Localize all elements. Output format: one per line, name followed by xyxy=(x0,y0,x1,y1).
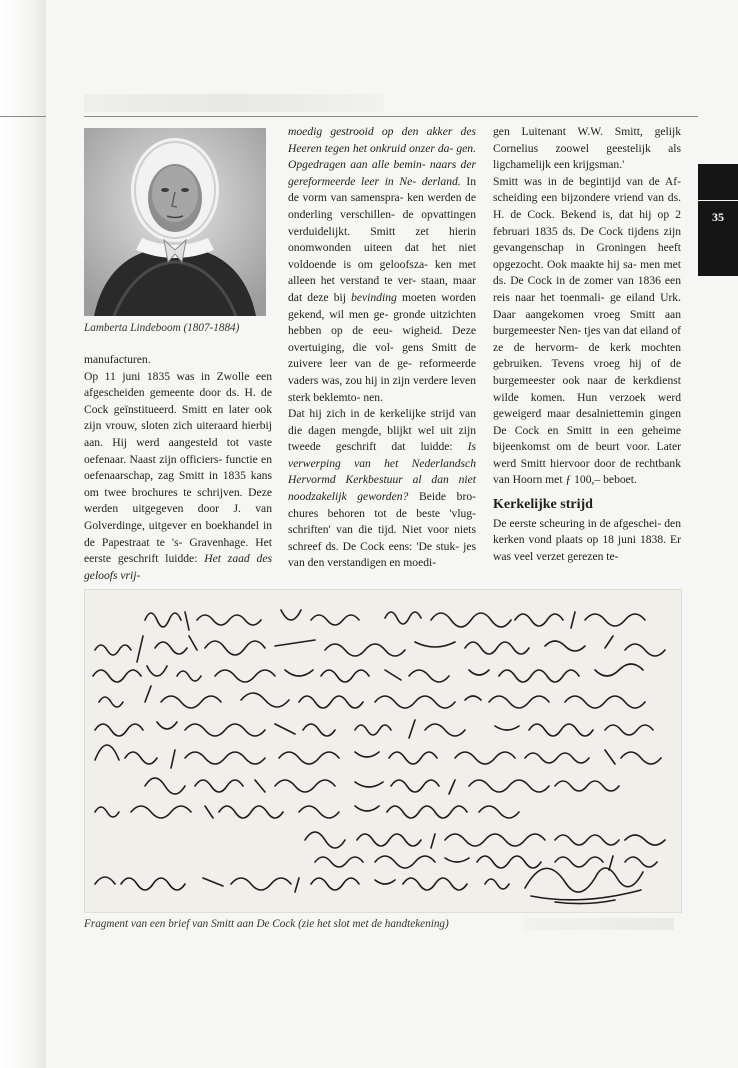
paragraph: De eerste scheuring in de afgeschei- den kerken vond plaats op 18 juni 1838. Er was veel verzet gerezen te- xyxy=(493,516,681,563)
handwriting-strokes xyxy=(85,590,681,912)
page-number: 35 xyxy=(712,210,724,224)
paragraph: gen Luitenant W.W. Smitt, gelijk Cornelius zoowel geestelijk als ligchamelijk een krijgsman.' xyxy=(493,125,681,172)
emphasis-italic: bevinding xyxy=(351,290,397,304)
book-title-italic: Is verwerping van het Nederlandsch Hervormd Kerkbestuur al dan niet noodzakelijk geworden? xyxy=(288,440,476,504)
text-column-1 xyxy=(84,352,272,584)
paragraph xyxy=(288,124,476,406)
book-title-italic: Het zaad des geloofs vrij- xyxy=(84,552,272,582)
letter-caption: Fragment van een brief van Smitt aan De Cock (zie het slot met de handtekening) xyxy=(84,918,449,930)
paragraph xyxy=(288,406,476,572)
handwritten-letter-image xyxy=(84,589,682,913)
paragraph-text: moeten worden gekend, wil men ge- gronde uitzichten hebben op de eeu- wigheid. Deze overtuiging, die vol- gens Smitt de zuivere leer van de ge- reformeerde vaders was, zou hij in zijn verdere leven sterk beklemto- nen. xyxy=(288,290,476,404)
faint-bleed-through xyxy=(524,918,674,930)
section-heading: Kerkelijke strijd xyxy=(493,497,593,513)
left-page-rule xyxy=(0,116,46,117)
text-column-3 xyxy=(493,124,681,565)
paragraph xyxy=(84,369,272,585)
page-gutter xyxy=(0,0,46,1068)
top-rule xyxy=(84,116,698,117)
book-title-italic: moedig gestrooid op den akker des Heeren tegen het onkruid onzer da- gen. Opgedragen aan alle bemin- naars der gereformeerde leer in Ne- derland. xyxy=(288,125,476,188)
paragraph-text: Op 11 juni 1835 was in Zwolle een afgescheiden gemeente door ds. H. de Cock geïnstitueerd. Smitt en later ook zijn vrouw, sloten zich uiteraard hierbij aan. Hij werd aangesteld tot vaste oefenaar. Naast zijn officiers- functie en oefenaarschap, zag Smitt in 1835 kans om twee brochures te schrijven. Deze werden uitgegeven door J. van Golverdinge, uitgever en boekhandel in de Papestraat te 's- Gravenhage. Het eerste geschrift luidde: xyxy=(84,369,272,566)
text-column-2 xyxy=(288,124,476,572)
portrait-photo xyxy=(84,128,266,316)
paragraph-text: Dat hij zich in de kerkelijke strijd van die dagen mengde, blijkt wel uit zijn tweede geschrift dat luidde: xyxy=(288,407,476,454)
paragraph: manufacturen. xyxy=(84,353,151,366)
portrait-figure xyxy=(84,128,266,316)
portrait-caption: Lamberta Lindeboom (1807-1884) xyxy=(84,322,240,334)
paragraph: Smitt was in de begintijd van de Af- scheiding een bijzondere vriend van ds. H. de Cock. Bekend is, dat hij op 2 februari 1835 ds. De Cock tijdens zijn gevangenschap in Groningen heeft opgezocht. Ook maakte hij sa- men met ds. De Cock in de zomer van 1836 een reis naar het toenmali- ge eiland Urk. Daar aangekomen vroeg Smitt aan burgemeester Nen- tjes van dat eiland of ze de hervorm- de kerk mochten gebruiken. Tevens vroeg hij of de burgemeester ook naar de kerkdienst wilde komen. Hun verzoek werd geweigerd maar desalniettemin gingen De Cock en Smitt in een geheime bijeenkomst om de beurt voor. Later werd Smitt hiervoor door de rechtbank van Hoorn met ƒ 100,– beboet. xyxy=(493,174,681,487)
paragraph-text: Beide bro- chures behoren tot de beste 'vlug- schriften' van die tijd. Niet voor niets schreef ds. De Cock eens: 'De stuk- jes van den verstandigen en moedi- xyxy=(288,490,476,570)
paragraph-text: In de vorm van samenspra- ken werden de onderling verschillen- de opvattingen verduidelijkt. Smitt zet hierin onomwonden uiteen dat het niet voldoende is om geloofsza- ken met alleen het verstand te ver- staan, maar dat deze bij xyxy=(288,174,476,304)
faint-header-bleed xyxy=(84,94,384,112)
page-tab-rule xyxy=(698,200,738,201)
